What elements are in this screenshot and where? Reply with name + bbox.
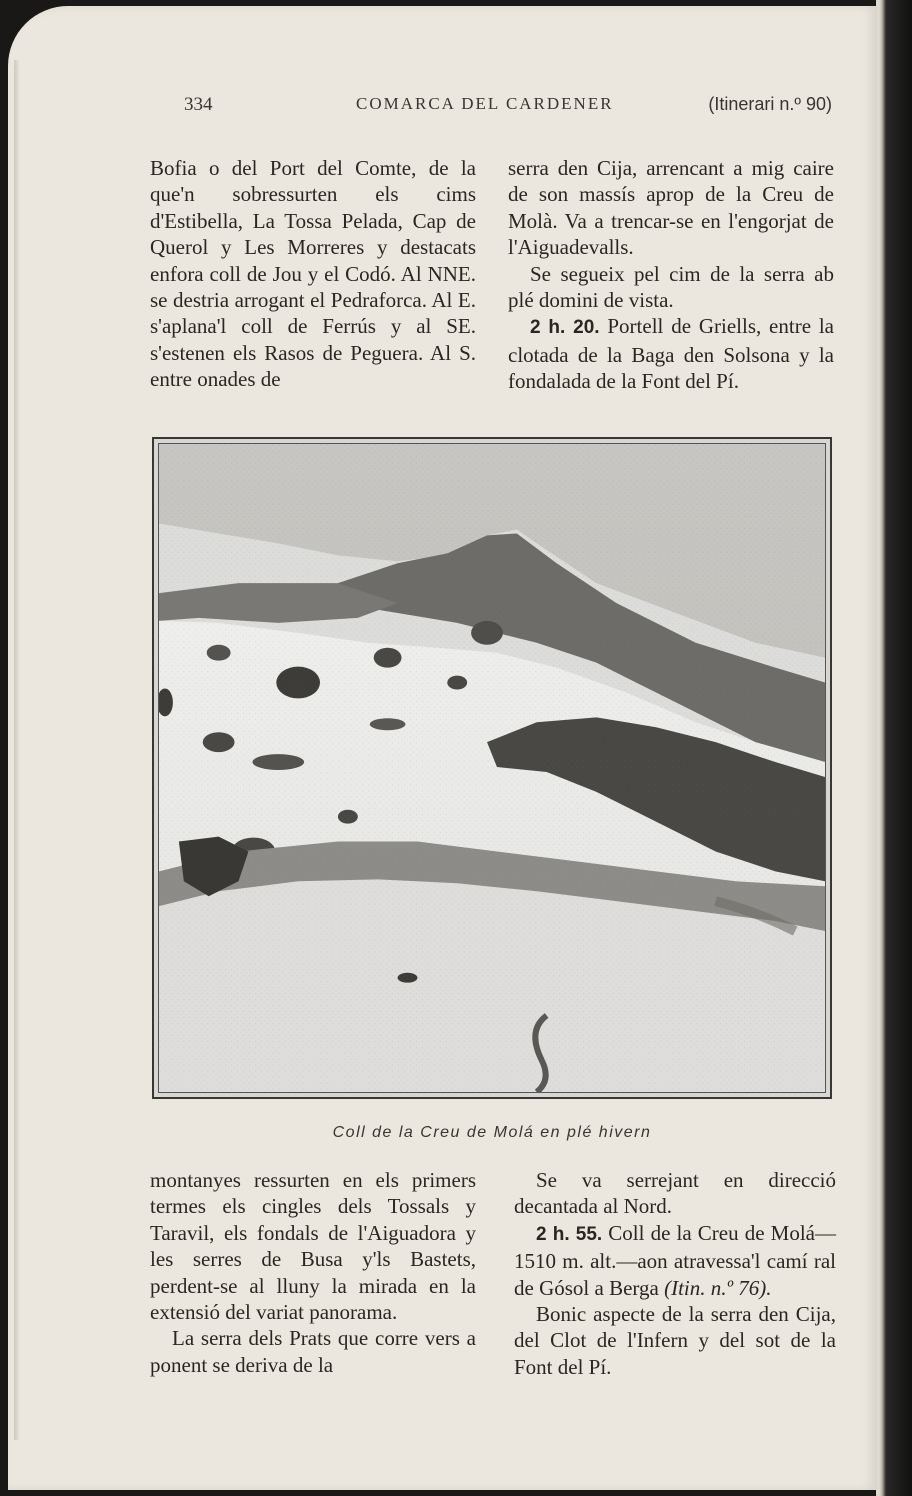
snowy-mountain-photo [158,443,826,1093]
paragraph: Bonic aspecte de la serra den Cija, del Clot de l'Infern y del sot de la Font del Pí. [514,1302,836,1379]
bottom-right-column [514,1167,836,1380]
time-marker: 2 h. 55. [536,1223,603,1245]
paragraph [508,313,834,394]
mountain-illustration [159,444,825,1092]
paragraph: Se segueix pel cim de la serra ab plé domini de vista. [508,261,834,313]
itinerary-reference: (Itinerari n.º 90) [708,94,832,114]
paragraph: montanyes ressurten en els primers termes els cingles dels Tossals y Taravil, els fondals de l'Aiguadora y les serres de Busa y'ls Bastets, perdent-se al lluny la mirada en la extensió del variat panorama. [150,1168,476,1325]
photo-caption: Coll de la Creu de Molá en plé hivern [332,1124,652,1141]
paragraph-text: Coll de la Creu de Molá—1510 m. alt.—aon atravessa'l camí ral de Gósol a Berga [514,1220,837,1300]
running-header [184,94,832,124]
itinerary-cross-reference: (Itin. n.º 76). [664,1275,772,1300]
paragraph-text: Portell de Griells, entre la clotada de la Baga den Solsona y la fondalada de la Font del Pí. [508,314,834,394]
bottom-left-column [150,1167,476,1378]
paragraph: La serra dels Prats que corre vers a ponent se deriva de la [150,1326,476,1377]
paragraph [514,1220,836,1301]
book-spine [876,0,912,1496]
paragraph: Se va serrejant en direcció decantada al Nord. [514,1168,836,1219]
top-left-column [150,155,476,393]
time-marker: 2 h. 20. [530,317,600,339]
paragraph: serra den Cija, arrencant a mig caire de son massís aprop de la Creu de Molà. Va a trencar-se en l'engorjat de l'Aiguadevalls. [508,156,834,260]
page-edge [14,60,20,1440]
running-title: COMARCA DEL CARDENER [356,94,614,113]
paragraph: Bofia o del Port del Comte, de la que'n sobressurten els cims d'Estibella, La Tossa Pelada, Cap de Querol y Les Morreres y destacats enfora coll de Jou y el Codó. Al NNE. se destria arrogant el Pedraforca. Al E. s'aplana'l coll de Ferrús y al SE. s'estenen els Rasos de Peguera. Al S. entre onades de [150,156,476,392]
page-number: 334 [184,94,213,115]
photograph-frame [152,437,832,1099]
top-right-column [508,155,834,395]
